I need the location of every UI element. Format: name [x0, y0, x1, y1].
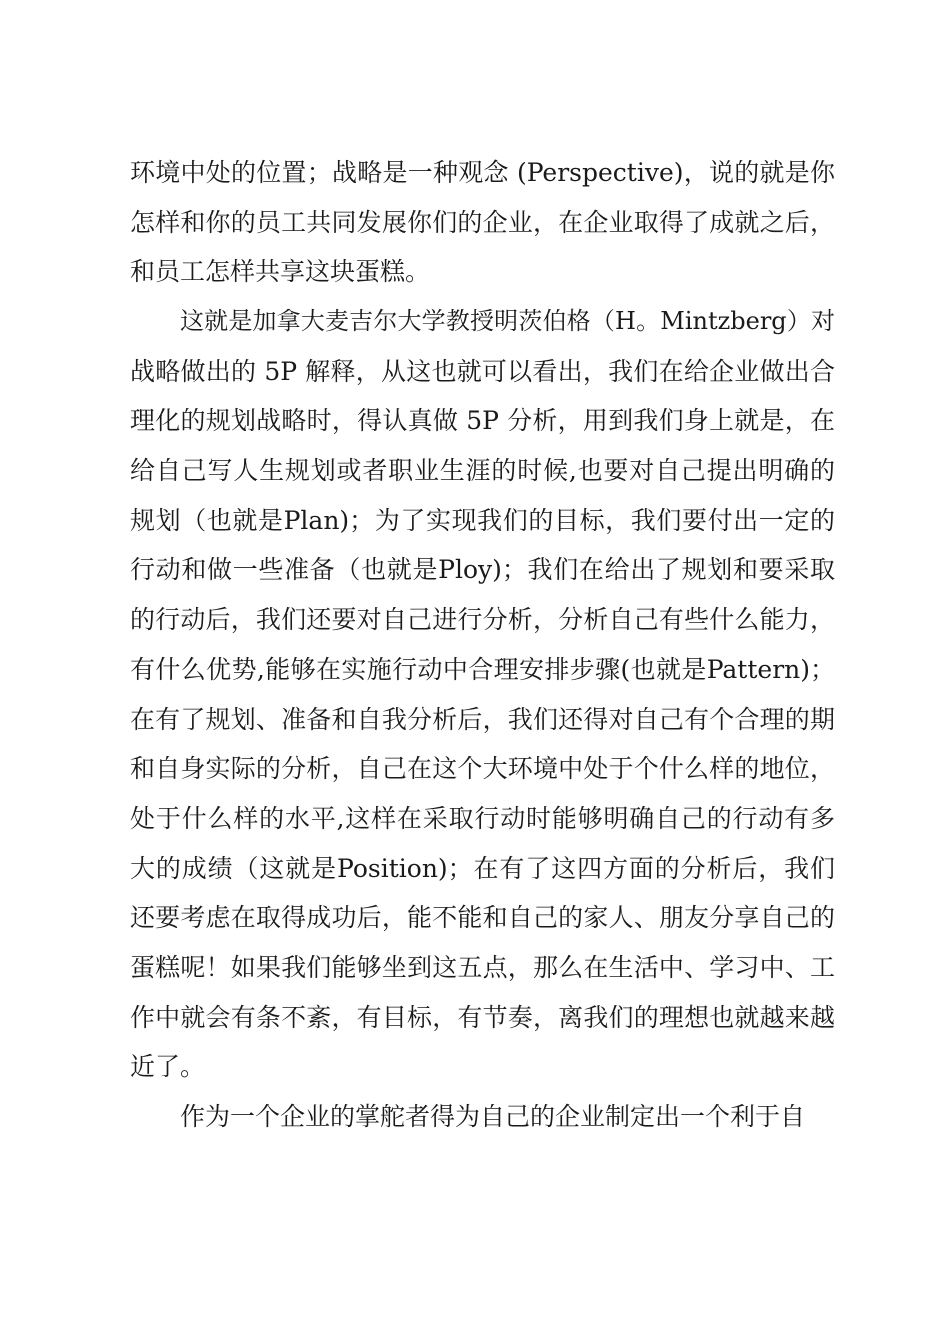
paragraph-line: 有什么优势,能够在实施行动中合理安排步骤(也就是Pattern)； — [130, 654, 835, 684]
paragraph-line: 作为一个企业的掌舵者得为自己的企业制定出一个利于自 — [180, 1102, 806, 1131]
paragraph-line: 怎样和你的员工共同发展你们的企业，在企业取得了成就之后， — [130, 207, 835, 237]
paragraph-line: 和员工怎样共享这块蛋糕。 — [130, 257, 431, 287]
paragraph-line: 处于什么样的水平,这样在采取行动时能够明确自己的行动有多 — [130, 803, 835, 833]
paragraph-line: 这就是加拿大麦吉尔大学教授明茨伯格（H。Mintzberg）对 — [180, 307, 835, 335]
paragraph-3 — [130, 1092, 835, 1142]
paragraph-line: 大的成绩（这就是Position)；在有了这四方面的分析后，我们 — [130, 853, 835, 883]
paragraph-line: 还要考虑在取得成功后，能不能和自己的家人、朋友分享自己的 — [130, 903, 835, 933]
paragraph-line: 规划（也就是Plan)；为了实现我们的目标，我们要付出一定的 — [130, 505, 835, 535]
paragraph-line: 环境中处的位置；战略是一种观念 (Perspective)，说的就是你 — [130, 158, 835, 187]
paragraph-line: 近了。 — [130, 1052, 206, 1082]
paragraph-line: 在有了规划、准备和自我分析后，我们还得对自己有个合理的期 — [130, 704, 835, 734]
paragraph-line: 的行动后，我们还要对自己进行分析，分析自己有些什么能力， — [130, 605, 835, 635]
paragraph-line: 理化的规划战略时，得认真做 5P 分析，用到我们身上就是，在 — [130, 406, 835, 436]
paragraph-2 — [130, 297, 835, 1092]
paragraph-line: 行动和做一些准备（也就是Ploy)；我们在给出了规划和要采取 — [130, 555, 835, 585]
paragraph-line: 和自身实际的分析，自己在这个大环境中处于个什么样的地位， — [130, 754, 835, 784]
paragraph-line: 给自己写人生规划或者职业生涯的时候,也要对自己提出明确的 — [130, 456, 835, 486]
paragraph-line: 战略做出的 5P 解释，从这也就可以看出，我们在给企业做出合 — [130, 356, 835, 386]
paragraph-line: 蛋糕呢！如果我们能够坐到这五点，那么在生活中、学习中、工 — [130, 952, 835, 982]
paragraph-line: 作中就会有条不紊，有目标，有节奏，离我们的理想也就越来越 — [130, 1002, 835, 1032]
paragraph-1 — [130, 148, 835, 297]
